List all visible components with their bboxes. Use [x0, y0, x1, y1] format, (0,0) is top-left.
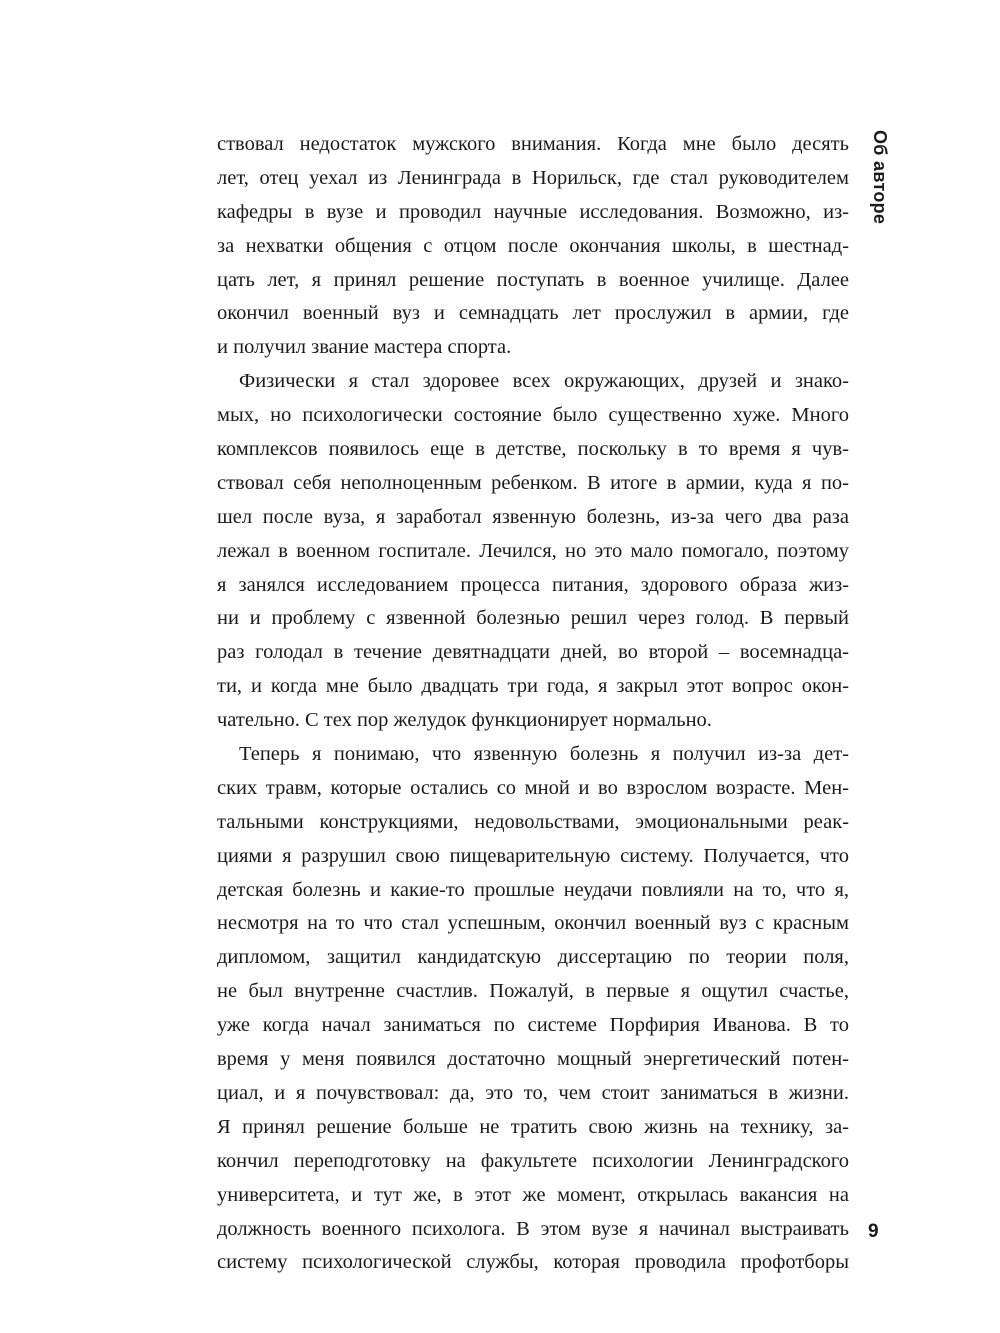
text-line: Теперь я понимаю, что язвенную болезнь я получил из-за дет-	[239, 743, 849, 766]
text-line: ти, и когда мне было двадцать три года, я закрыл этот вопрос окон-	[217, 675, 849, 698]
paragraph	[217, 738, 849, 1280]
text-line: время у меня появился достаточно мощный энергетический потен-	[217, 1048, 849, 1071]
text-line: не был внутренне счастлив. Пожалуй, в первые я ощутил счастье,	[217, 980, 849, 1003]
running-head	[864, 130, 894, 250]
page-number: 9	[868, 1221, 879, 1242]
text-line: за нехватки общения с отцом после окончания школы, в шестнад-	[217, 234, 849, 257]
paragraph	[217, 128, 849, 365]
text-line: комплексов появилось еще в детстве, поскольку в то время я чув-	[217, 438, 849, 461]
text-line: несмотря на то что стал успешным, окончил военный вуз с красным	[217, 912, 849, 935]
text-line: ствовал недостаток мужского внимания. Когда мне было десять	[217, 133, 849, 155]
text-line: детская болезнь и какие-то прошлые неудачи повлияли на то, что я,	[217, 878, 849, 901]
text-line: и получил звание мастера спорта.	[217, 336, 512, 359]
text-line: систему психологической службы, которая проводила профотборы	[217, 1251, 849, 1274]
body-text	[217, 128, 849, 1280]
text-line: ни и проблему с язвенной болезнью решил через голод. В первый	[217, 607, 849, 630]
text-line: ских травм, которые остались со мной и во взрослом возрасте. Мен-	[217, 776, 849, 799]
text-line: кафедры в вузе и проводил научные исследования. Возможно, из-	[217, 200, 849, 223]
text-line: Я принял решение больше не тратить свою жизнь на технику, за-	[217, 1115, 849, 1138]
text-line: тальными конструкциями, недовольствами, эмоциональными реак-	[217, 810, 849, 833]
text-line: мых, но психологически состояние было существенно хуже. Много	[217, 404, 849, 427]
text-line: я занялся исследованием процесса питания, здорового образа жиз-	[217, 573, 849, 596]
text-line: окончил военный вуз и семнадцать лет прослужил в армии, где	[217, 302, 849, 325]
text-line: цать лет, я принял решение поступать в военное училище. Далее	[217, 268, 849, 291]
text-line: кончил переподготовку на факультете психологии Ленинградского	[217, 1149, 849, 1172]
text-line: циями я разрушил свою пищеварительную систему. Получается, что	[217, 844, 849, 867]
text-line: ствовал себя неполноценным ребенком. В итоге в армии, куда я по-	[217, 471, 849, 494]
running-head-text: Об авторе	[870, 130, 890, 225]
text-line: уже когда начал заниматься по системе Порфирия Иванова. В то	[217, 1014, 849, 1037]
text-line: должность военного психолога. В этом вузе я начинал выстраивать	[217, 1217, 849, 1240]
text-line: циал, и я почувствовал: да, это то, чем стоит заниматься в жизни.	[217, 1081, 849, 1104]
text-line: лежал в военном госпитале. Лечился, но это мало помогало, поэтому	[217, 539, 849, 562]
text-line: дипломом, защитил кандидатскую диссертацию по теории поля,	[217, 946, 849, 969]
text-line: университета, и тут же, в этот же момент, открылась вакансия на	[217, 1183, 849, 1206]
text-line: шел после вуза, я заработал язвенную болезнь, из-за чего два раза	[217, 505, 849, 528]
text-line: чательно. С тех пор желудок функционирует нормально.	[217, 709, 712, 732]
text-line: Физически я стал здоровее всех окружающих, друзей и знако-	[239, 370, 849, 393]
text-line: лет, отец уехал из Ленинграда в Норильск, где стал руководителем	[217, 166, 849, 189]
paragraph	[217, 365, 849, 738]
text-line: раз голодал в течение девятнадцати дней, во второй – восемнадца-	[217, 641, 849, 664]
